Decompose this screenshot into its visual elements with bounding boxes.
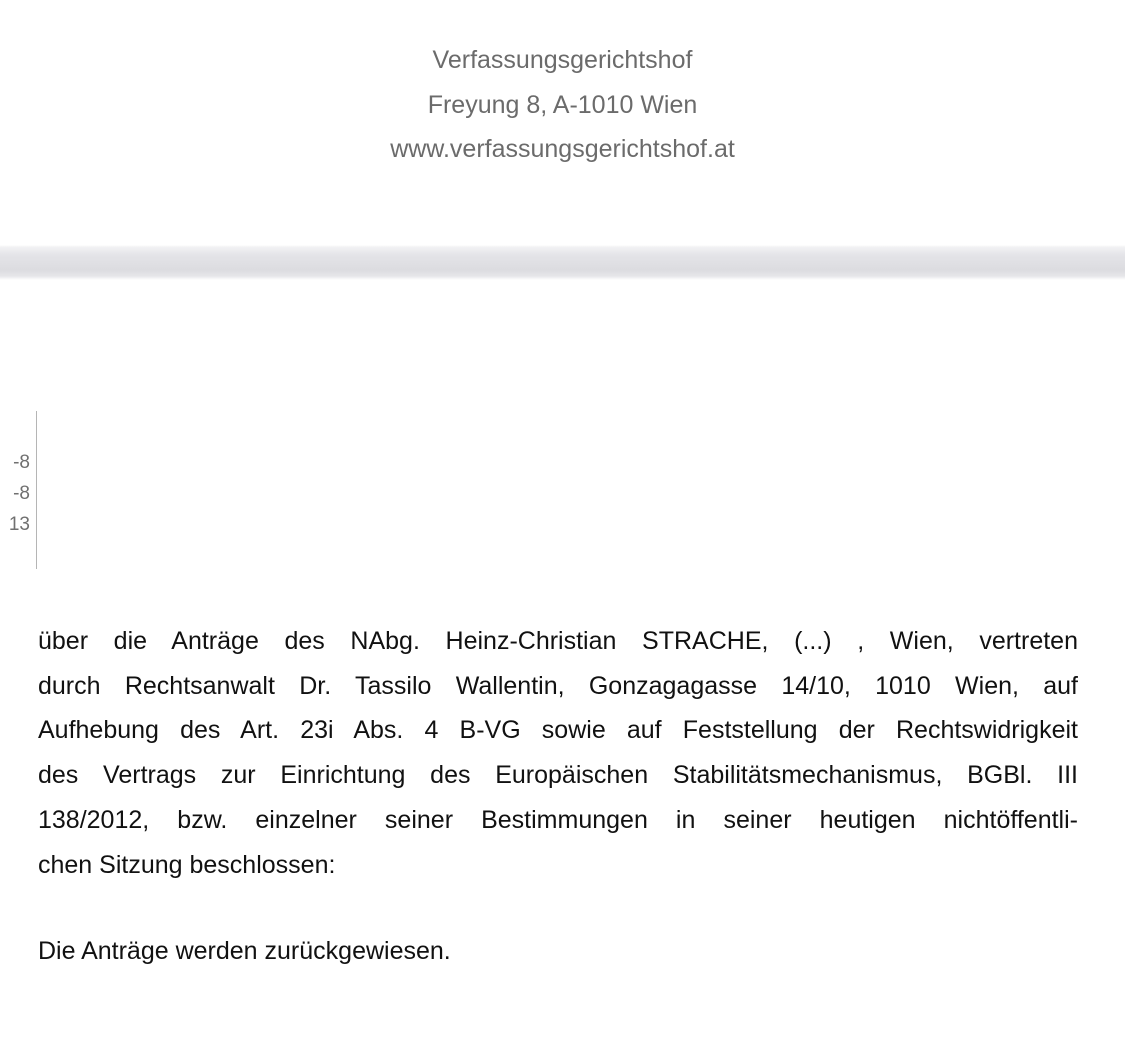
ruling-paragraph [38,619,1078,887]
margin-divider [36,411,37,569]
paragraph-line: chen Sitzung beschlossen: [38,850,336,879]
paragraph-line: Aufhebung des Art. 23i Abs. 4 B-VG sowie auf Feststellung der Rechtswidrigkeit [38,716,1078,745]
paragraph-line: des Vertrags zur Einrichtung des Europäischen Stabilitätsmechanismus, BGBl. III [38,761,1078,790]
court-address: Freyung 8, A-1010 Wien [427,90,698,119]
case-ref-line: 13 [8,514,30,535]
page-separator-band [0,245,1125,280]
case-ref-line: -8 [13,452,30,473]
court-letterhead [0,38,1125,172]
paragraph-line: durch Rechtsanwalt Dr. Tassilo Wallentin, Gonzagagasse 14/10, 1010 Wien, auf [38,671,1078,700]
paragraph-line: über die Anträge des NAbg. Heinz-Christian STRACHE, (...) , Wien, vertreten [38,627,1078,655]
court-website: www.verfassungsgerichtshof.at [390,135,735,163]
decision-statement: Die Anträge werden zurückgewiesen. [38,937,451,965]
case-reference-column [0,447,30,540]
case-ref-line: -8 [13,483,30,504]
paragraph-line: 138/2012, bzw. einzelner seiner Bestimmungen in seiner heutigen nichtöffentli- [38,805,1078,834]
court-name: Verfassungsgerichtshof [432,46,693,74]
